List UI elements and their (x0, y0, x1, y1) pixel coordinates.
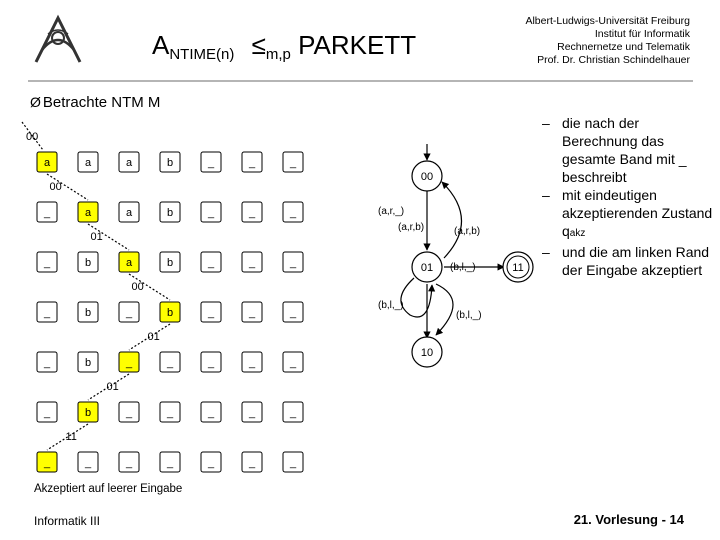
tape-symbol: _ (289, 157, 297, 169)
title-subscript: NTIME(n) (169, 46, 235, 63)
tape-symbol: _ (43, 207, 51, 219)
tape-symbol: a (84, 207, 92, 219)
tape-symbol: _ (248, 457, 256, 469)
tape-symbol: _ (248, 207, 256, 219)
institution-line: Institut für Informatik (594, 28, 690, 40)
slide-title (152, 30, 416, 61)
state-label: 00 (26, 131, 39, 143)
state-label: 01 (90, 231, 103, 243)
tape-symbol: _ (289, 407, 297, 419)
footer-slide-number: 21. Vorlesung - 14 (573, 512, 684, 527)
tape-symbol: _ (43, 457, 51, 469)
bullet-item: – und die am linken Rand der Eingabe akzeptiert (542, 244, 710, 278)
tape-diagram (20, 118, 340, 500)
tape-symbol: b (84, 257, 92, 269)
state-node-label: 10 (420, 347, 434, 359)
tape-symbol: _ (207, 307, 215, 319)
tape-symbol: _ (289, 207, 297, 219)
tape-symbol: a (125, 257, 133, 269)
tape-symbol: _ (248, 357, 256, 369)
tape-symbol: _ (248, 257, 256, 269)
tape-symbol: b (166, 207, 174, 219)
relation-subscript: m,p (265, 46, 291, 63)
bullet-list (538, 114, 718, 279)
tape-symbol: _ (166, 457, 174, 469)
tape-symbol: _ (289, 307, 297, 319)
header-divider (28, 80, 693, 82)
institution-line: Albert-Ludwigs-Universität Freiburg (525, 15, 690, 27)
title-rest: PARKETT (298, 30, 417, 60)
tape-symbol: _ (289, 257, 297, 269)
tape-symbol: b (84, 307, 92, 319)
tape-symbol: _ (289, 357, 297, 369)
institution-line: Rechnernetze und Telematik (557, 41, 690, 53)
subscript: akz (569, 228, 586, 239)
tape-grid (37, 152, 303, 472)
tape-symbol: _ (43, 407, 51, 419)
tape-symbol: _ (43, 357, 51, 369)
tape-symbol: b (84, 407, 92, 419)
state-node-label: 01 (420, 262, 434, 274)
tape-symbol: a (125, 157, 133, 169)
tape-symbol: _ (125, 307, 133, 319)
transition-01-00 (442, 182, 462, 258)
transition-label: (a,r,b) (398, 222, 425, 233)
transition-label: (a,r,b) (454, 226, 481, 237)
footer-course: Informatik III (34, 514, 101, 528)
transition-label: (b,l,_) (450, 262, 476, 273)
tape-symbol: b (166, 257, 174, 269)
tape-symbol: _ (125, 457, 133, 469)
institution-block (480, 15, 690, 67)
tape-symbol: _ (248, 307, 256, 319)
tape-symbol: b (166, 307, 174, 319)
tape-symbol: _ (207, 157, 215, 169)
title-relation: ≤m,p (251, 30, 291, 63)
tape-symbol: _ (207, 257, 215, 269)
institution-line: Prof. Dr. Christian Schindelhauer (537, 54, 690, 66)
tape-symbol: _ (166, 407, 174, 419)
arrow-bullet-icon: Ø (30, 94, 41, 110)
tape-symbol: _ (125, 407, 133, 419)
state-label: 11 (65, 431, 77, 443)
state-label: 01 (147, 331, 160, 343)
bullet-item: – mit eindeutigen akzeptierenden Zustand qakz (542, 187, 713, 239)
bullet-item: – die nach der Berechnung das gesamte Band mit _ beschreibt (542, 115, 687, 185)
section-heading (30, 94, 160, 111)
university-logo (28, 10, 88, 70)
tape-symbol: _ (43, 307, 51, 319)
state-node-label: 00 (420, 171, 434, 183)
tape-symbol: b (84, 357, 92, 369)
tape-symbol: _ (248, 157, 256, 169)
heading-text: Betrachte NTM M (42, 94, 161, 111)
state-label: 00 (49, 181, 62, 193)
state-label: 00 (131, 281, 144, 293)
tape-symbol: a (43, 157, 51, 169)
transition-01-10 (436, 284, 453, 335)
tape-symbol: _ (207, 457, 215, 469)
tape-symbol: _ (248, 407, 256, 419)
tape-symbol: _ (207, 407, 215, 419)
tape-symbol: a (84, 157, 92, 169)
tape-symbol: _ (166, 357, 174, 369)
state-label: 01 (106, 381, 119, 393)
tape-symbol: _ (207, 207, 215, 219)
tape-symbol: _ (289, 457, 297, 469)
transition-label: (a,r,_) (378, 206, 405, 217)
tape-symbol: _ (43, 257, 51, 269)
tape-symbol: _ (84, 457, 92, 469)
transition-label: (b,l,_) (456, 310, 482, 321)
tape-symbol: b (166, 157, 174, 169)
tape-symbol: a (125, 207, 133, 219)
tape-symbol: _ (125, 357, 133, 369)
state-diagram (370, 140, 540, 370)
tape-symbol: _ (207, 357, 215, 369)
state-node-label: 11 (512, 262, 524, 274)
transition-label: (b,l,_) (378, 300, 404, 311)
tape-caption: Akzeptiert auf leerer Eingabe (34, 483, 183, 495)
title-main: A (152, 30, 170, 60)
